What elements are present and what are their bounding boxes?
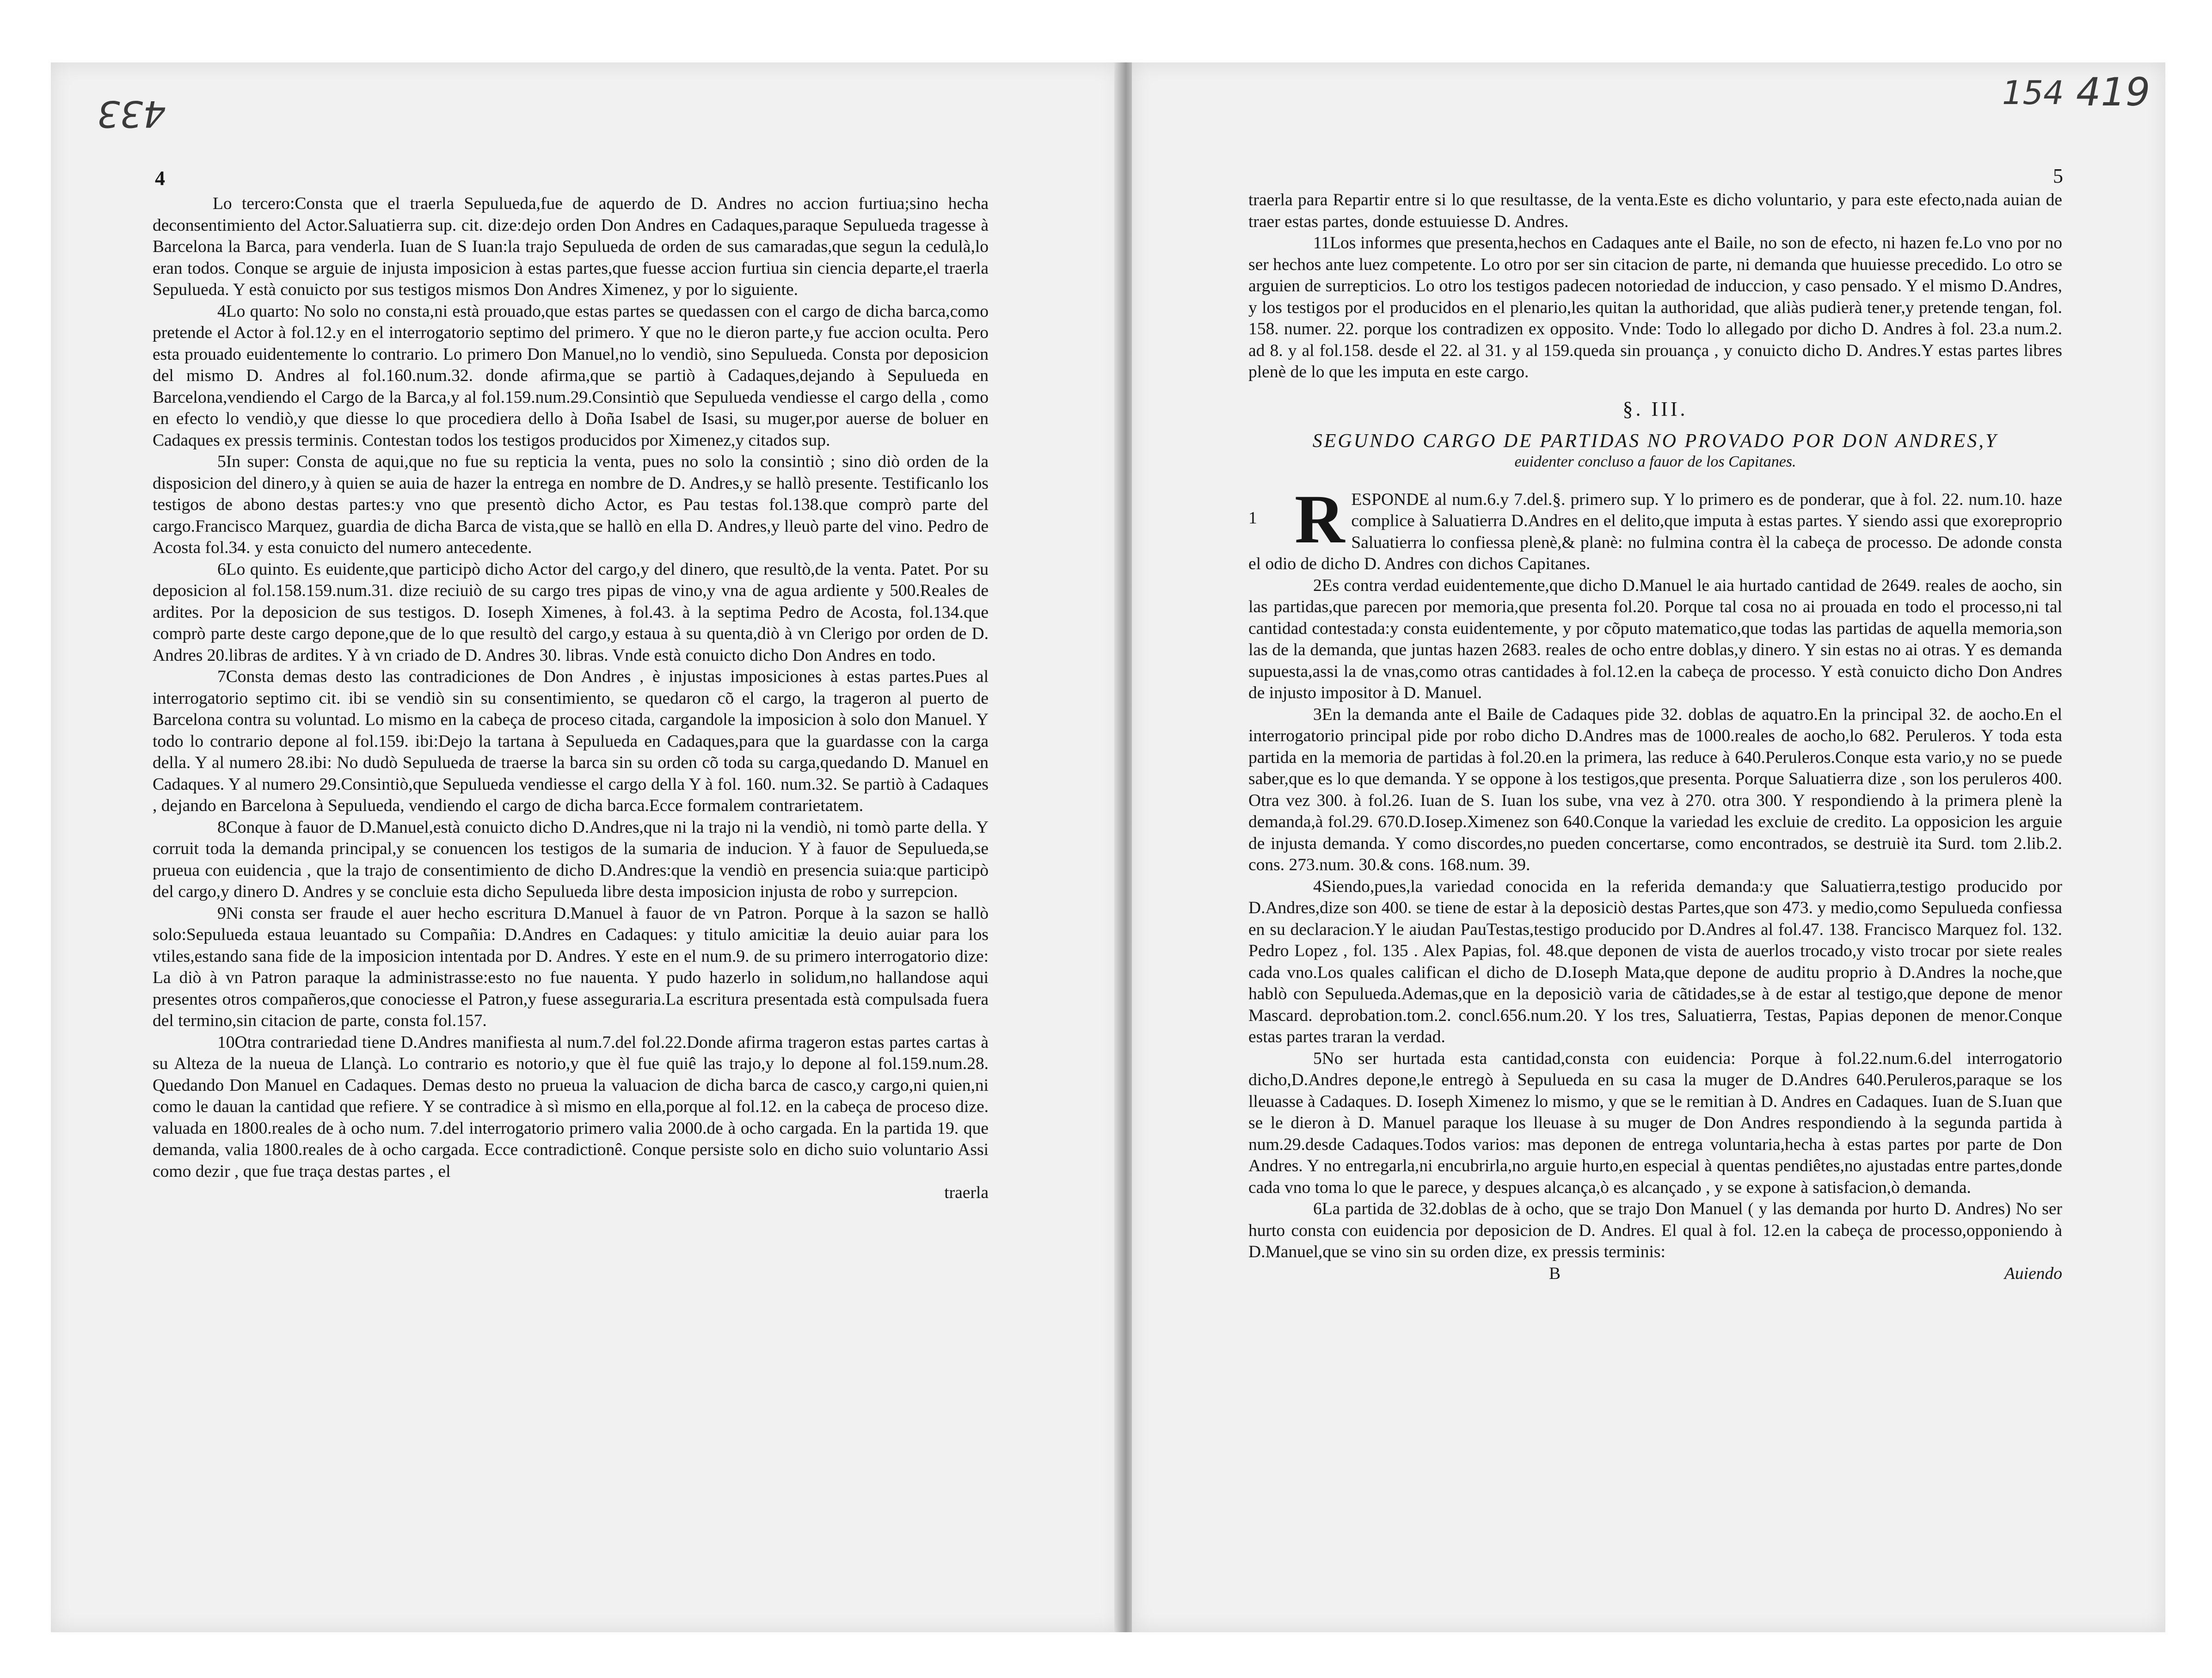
paragraph-number: 4 <box>217 301 226 321</box>
catchword: traerla <box>944 1183 989 1202</box>
right-handwritten-note: 419 <box>2076 69 2151 115</box>
section-title: SEGUNDO CARGO DE PARTIDAS NO PROVADO POR DON ANDRES,Y <box>1312 430 1998 452</box>
paragraph-number: 6 <box>217 559 226 579</box>
paragraph-number: 11 <box>1313 234 1330 252</box>
catchword: Auiendo <box>2004 1264 2062 1283</box>
paragraph: 9Ni consta ser fraude el auer hecho escritura D.Manuel à fauor de vn Patron. Porque à la sazon se hallò solo:Sepulueda estaua leuantado su Compañia: D.Andres en Cadaques: y titulo amicitiæ la deuio auiar para los vtiles,estando sana fide de la imposicion intentada por D. Andres. Y este en el num.9. de su primero interrogatorio dize: La diò à vn Patron paraque la administrasse:esto no fue nauenta. Y pudo hazerlo in solidum,no hallandose aqui presentes otros compañeros,que conociesse el Patron,y fuese asseguraria.La escritura presentada està compulsada fuera del termino,sin citacion de parte, consta fol.157. <box>153 904 989 1030</box>
drop-cap: R <box>1295 480 1345 558</box>
folio-number: 154 <box>2002 74 2064 112</box>
paragraph-number: 9 <box>217 904 226 923</box>
paragraph-number: 1 <box>1248 508 1257 528</box>
paragraph-number: 3 <box>1313 705 1322 724</box>
paragraph-number: 10 <box>217 1033 235 1052</box>
section-subtitle: euidenter concluso a fauor de los Capitanes. <box>1514 453 1796 470</box>
section-mark: §. III. <box>1622 397 1688 420</box>
paragraph-number: 8 <box>217 817 226 837</box>
paragraph: 4Siendo,pues,la variedad conocida en la referida demanda:y que Saluatierra,testigo producido por D.Andres,dize son 400. se tiene de estar à la deposiciò destas Partes,que son 473. y medio,como Sepulueda confiessa en su declaracion.Y le aiudan PauTestas,testigo producido por D.Andres al fol.47. 138. Francisco Marquez fol. 132. Pedro Lopez , fol. 135 . Alex Papias, fol. 48.que deponen de vista de auerlos trocado,y visto trocar por siete reales cada vno.Los quales califican el dicho de D.Ioseph Mata,que depone de auditu proprio à D.Andres la noche,que hablò con Sepulueda.Ademas,que en la deposiciò varia de cãtidades,se à de estar al testigo,que depone de menor Mascard. deprobation.tom.2. concl.656.num.20. Y los tres, Saluatierra, Testas, Papias deponen de menor.Conque estas partes traran la verdad. <box>1248 877 2062 1046</box>
right-page-number: 5 <box>2053 165 2063 187</box>
paragraph: 7Consta demas desto las contradiciones de Don Andres , è injustas imposiciones à estas partes.Pues al interrogatorio septimo cit. ibi se vendiò sin su consentimiento, se quedaron cõ el cargo, la trageron al puerto de Barcelona contra su voluntad. Lo mismo en la cabeça de proceso citada, cargandole la imposicion à solo don Manuel. Y todo lo contrario depone al fol.159. ibi:Dejo la tartana à Sepulueda en Cadaques,para que la guardasse con la carga della. Y al numero 28.ibi: No dudò Sepulueda de traerse la barca sin su orden cõ toda su carga,quedando D. Manuel en Cadaques. Y al numero 29.Consintiò,que Sepulueda vendiesse el cargo della Y à fol. 160. num.32. Se partiò à Cadaques , dejando en Barcelona à Sepulueda, vendiendo el cargo de dicha barca.Ecce formalem contrarietatem. <box>153 667 989 815</box>
paragraph: 5No ser hurtada esta cantidad,consta con euidencia: Porque à fol.22.num.6.del interrogatorio dicho,D.Andres depone,le entregò à Sepulueda en su casa la muger de D.Andres 640.Peruleros,paraque se los lleuasse à Cadaques. D. Ioseph Ximenez lo mismo, y que se le remitian à D. Andres en Cadaques. Iuan de S.Iuan que se le dieron à D. Manuel paraque los lleuase à su muger de Don Andres respondiendo à la segunda partida à num.29.desde Cadaques.Todos varios: mas deponen de entrega voluntaria,hecha à estas partes por parte de Don Andres. Y no entregarla,ni encubrirla,no arguie hurto,en especial à quentas pendiêtes,no ajustadas entre partes,donde cada vno toma lo que le parece, y despues alcança,ò es alcançado , y se expone à satisfacion,ò demanda. <box>1248 1049 2062 1197</box>
paragraph-number: 2 <box>1313 576 1322 595</box>
paragraph: 1 R ESPONDE al num.6.y 7.del.§. primero sup. Y lo primero es de ponderar, que à fol. 22. num.10. haze complice à Saluatierra D.Andres en el delito,que imputa à estas partes. Y siendo assi que exoreproprio Saluatierra lo confiessa plenè,& planè: no fulmina contra èl la cabeça de processo. De adonde consta el odio de dicho D. Andres con dichos Capitanes. <box>1248 480 2062 573</box>
paragraph-number: 5 <box>1313 1049 1322 1068</box>
paragraph-number: 7 <box>217 667 226 686</box>
paragraph-number: 4 <box>1313 877 1322 896</box>
paragraph: 6Lo quinto. Es euidente,que participò dicho Actor del cargo,y del dinero, que resultò,de la venta. Patet. Por su deposicion al fol.158.159.num.31. dize reciuiò de su cargo tres pipas de vino,y vna de agua ardiente y 500.Reales de ardites. Por la deposicion de sus testigos. D. Ioseph Ximenes, à fol.43. à la septima Pedro de Acosta, fol.134.que comprò parte deste cargo depone,que de lo que resultò del cargo,y estaua à su quenta,diò à vn Clerigo por orden de D. Andres 20.libras de ardites. Y à vn criado de D. Andres 30. libras. Vnde està conuicto dicho Don Andres en todo. <box>153 559 989 665</box>
paragraph: 3En la demanda ante el Baile de Cadaques pide 32. doblas de aquatro.En la principal 32. de aocho.En el interrogatorio principal pide por robo dicho D.Andres mas de 1000.reales de aocho,lo 682. Peruleros. Y toda esta partida en la memoria de partidas à fol.20.en la primera, las reduce à 640.Peruleros.Conque esta vario,y no se puede saber,que es lo que demanda. Y se oppone à los testigos,que presenta. Porque Saluatierra dize , son los peruleros 400. Otra vez 300. à fol.26. Iuan de S. Iuan los sube, vna vez à 270. otra 300. Y respondiendo à la primera plenè la demanda,à fol.29. 670.D.Iosep.Ximenez son 640.Conque la variedad les excluie de credito. La opposicion les arguie de injusta demanda. Y como discordes,no pueden concertarse, como encontrados, se destruiè ita Surd. tom 2.lib.2. cons. 273.num. 30.& cons. 168.num. 39. <box>1248 705 2062 874</box>
paragraph: 11Los informes que presenta,hechos en Cadaques ante el Baile, no son de efecto, ni hazen fe.Lo vno por no ser hechos ante luez competente. Lo otro por ser sin citacion de parte, ni demanda que huuiesse precedido. Lo otro se arguien de surrepticios. Lo otro los testigos padecen notoriedad de induccion, y caso pensado. Y el mismo D.Andres, y los testigos por el producidos en el plenario,les quitan la authoridad, que aliàs pudierà tener,y pretende tengan, fol. 158. numer. 22. porque los contradizen ex opposito. Vnde: Todo lo allegado por dicho D. Andres à fol. 23.a num.2. ad 8. y al fol.158. desde el 22. al 31. y al 159.queda sin prouança , y conuicto dicho D. Andres.Y estas partes libres plenè de lo que les imputa en este cargo. <box>1248 234 2062 381</box>
paragraph: 8Conque à fauor de D.Manuel,està conuicto dicho D.Andres,que ni la trajo ni la vendiò, ni tomò parte della. Y corruit toda la demanda principal,y se conuencen los testigos de la sumaria de inducion. Y à fauor de Sepulueda,se prueua con euidencia , que la trajo de consentimiento de dicho D.Andres:que la vendiò en presencia suia:que participò del cargo,y dinero D. Andres y se concluie esta dicho Sepulueda libre desta imposicion injusta de robo y surrepcion. <box>153 817 989 901</box>
left-page-number: 4 <box>155 167 165 190</box>
left-handwritten-note: 433 <box>97 92 166 134</box>
paragraph: traerla para Repartir entre si lo que resultasse, de la venta.Este es dicho voluntario, y para este efecto,nada auian de traer estas partes, donde estuuiesse D. Andres. <box>1248 191 2062 231</box>
signature-mark: B <box>1549 1264 1561 1283</box>
paragraph: 5In super: Consta de aqui,que no fue su repticia la venta, pues no solo la consintiò ; sino diò orden de la disposicion del dinero,y à quien se auia de hazer la entrega en nombre de D. Andres,y se hallò presente. Testificanlo los testigos de abono destas partes:y vno que presentò dicho Actor, es Pau testas fol.138.que comprò parte del cargo.Francisco Marquez, guardia de dicha Barca de vista,que se hallò en ella D. Andres,y lleuò parte del vino. Pedro de Acosta fol.34. y esta conuicto del numero antecedente. <box>153 452 989 557</box>
paragraph: 4Lo quarto: No solo no consta,ni està prouado,que estas partes se quedassen con el cargo de dicha barca,como pretende el Actor à fol.12.y en el interrogatorio septimo del primero. Y que no le dieron parte,y fue accion oculta. Pero esta prouado euidentemente lo contrario. Lo primero Don Manuel,no lo vendiò, sino Sepulueda. Consta por deposicion del mismo D. Andres al fol.160.num.32. donde afirma,que se partiò à Cadaques,dejando à Sepulueda en Barcelona,vendiendo el Cargo de la Barca,y al fol.159.num.29.Consintiò que Sepulueda vendiesse el cargo della , como en efecto lo vendiò,y que diesse lo que procediera dello à Doña Isabel de Isasi, su muger,por auerse de boluer en Cadaques ex pressis terminis. Contestan todos los testigos producidos por Ximenez,y citados sup. <box>153 301 989 450</box>
signature-line <box>1248 1263 2062 1285</box>
paragraph: 6La partida de 32.doblas de à ocho, que se trajo Don Manuel ( y las demanda por hurto D. Andres) No ser hurto consta con euidencia por deposicion de D. Andres. El qual à fol. 12.en la cabeça de processo,opponiendo à D.Manuel,que se vino sin su orden dize, ex pressis terminis: <box>1248 1199 2062 1261</box>
right-text-column <box>1248 190 2062 1285</box>
paragraph: 10Otra contrariedad tiene D.Andres manifiesta al num.7.del fol.22.Donde afirma trageron estas partes cartas à su Alteza de la nueua de Llançà. Lo contrario es notorio,y que èl fue quiê las trajo,y lo depone al fol.159.num.28. Quedando Don Manuel en Cadaques. Demas desto no prueua la valuacion de dicha barca de casco,y cargo,ni quien,ni como le dauan la cantidad que refiere. Y se contradice à sì mismo en ella,porque al fol.12. en la cabeça de proceso dize. valuada en 1800.reales de à ocho num. 7.del interrogatorio primero valia 2000.de à ocho cargada. En la partida 19. que demanda, valia 1800.reales de à ocho cargada. Ecce contradictionê. Conque persiste solo en dicho suio voluntario Assi como dezir , que fue traça destas partes , el <box>153 1033 989 1181</box>
paragraph-number: 5 <box>217 452 226 471</box>
paragraph: 2Es contra verdad euidentemente,que dicho D.Manuel le aia hurtado cantidad de 2649. reales de aocho, sin las partidas,que parecen por memoria,que presenta fol.20. Porque tal cosa no ai prouada en todo el processo,ni tal cantidad contestada:y consta euidentemente, y por cõputo matematico,que todas las partidas de aquella memoria,son las de la demanda, que juntas hazen 2683. reales de ocho entre doblas,y dinero. Y sin estas no ai otras. Y es demanda supuesta,assi la de vnas,como otras cantidades à fol.12.en la cabeça de processo. Y està conuicto dicho Don Andres de injusto impositor à D. Manuel. <box>1248 576 2062 702</box>
left-text-column <box>153 193 989 1204</box>
paragraph-number: 6 <box>1313 1199 1322 1218</box>
paragraph: Lo tercero:Consta que el traerla Sepulueda,fue de aquerdo de D. Andres no accion furtiua;sino hecha deconsentimiento del Actor.Saluatierra sup. cit. dize:dejo orden Don Andres en Cadaques,paraque Sepulueda tragesse à Barcelona la Barca, para venderla. Iuan de S Iuan:la trajo Sepulueda de orden de sus camaradas,que segun la cedulà,lo eran todos. Conque se arguie de injusta imposicion à estas partes,que fuesse accion furtiua sin ciencia departe,el traerla Sepulueda. Y està conuicto por sus testigos mismos Don Andres Ximenez, y por lo siguiente. <box>153 194 989 299</box>
